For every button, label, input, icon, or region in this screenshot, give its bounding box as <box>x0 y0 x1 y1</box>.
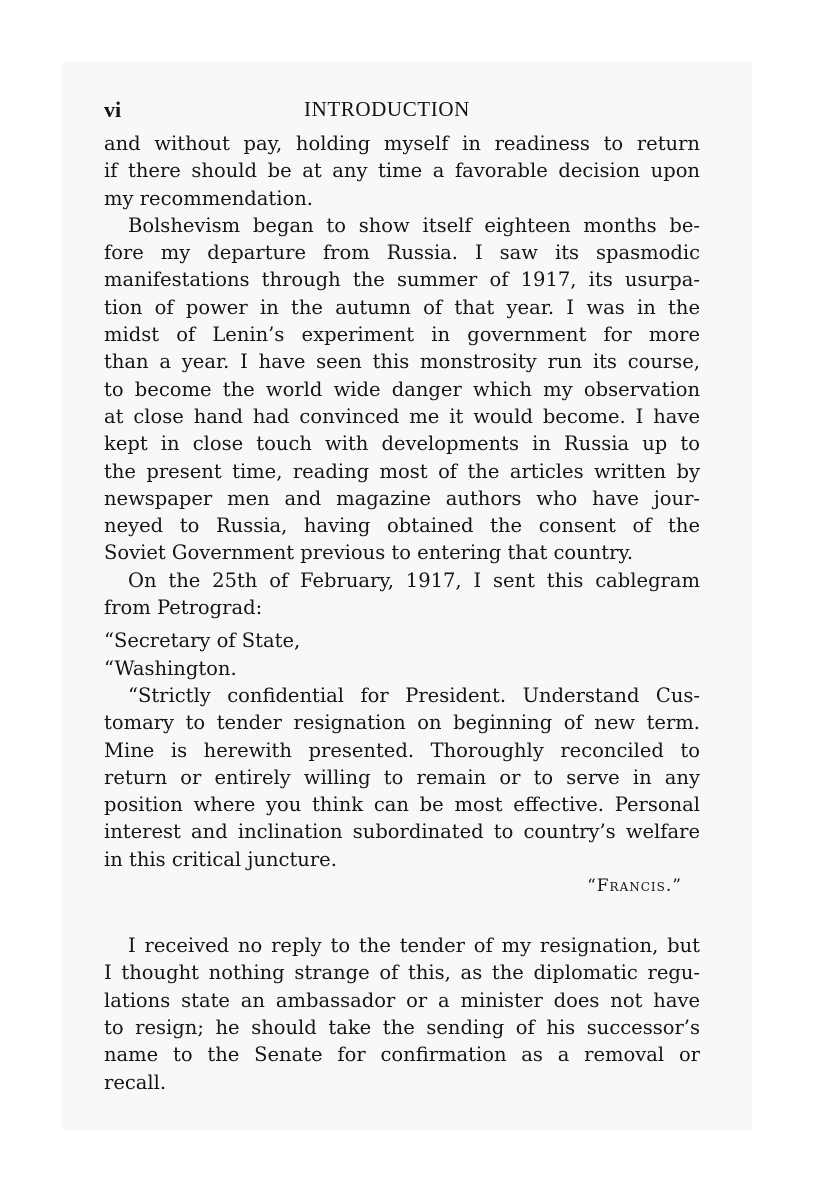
text-line: kept in close touch with developments in Russia up to <box>104 432 700 456</box>
text-line: fore my departure from Russia. I saw its spasmodic <box>104 241 700 265</box>
text-line: interest and inclination subordinated to country’s welfare <box>104 820 700 844</box>
text-line: position where you think can be most effective. Personal <box>104 793 700 817</box>
text-line: tion of power in the autumn of that year. I was in the <box>104 295 700 319</box>
text-line: than a year. I have seen this monstrosity run its course, <box>104 350 700 374</box>
text-line: manifestations through the summer of 1917, its usurpa- <box>104 268 700 292</box>
text-line: I thought nothing strange of this, as the diplomatic regu- <box>104 961 700 985</box>
text-line: neyed to Russia, having obtained the consent of the <box>104 514 700 538</box>
page-number: vi <box>104 97 122 122</box>
cable-address <box>104 627 700 682</box>
text-line: recall. <box>104 1070 167 1094</box>
text-line: to resign; he should take the sending of his successor’s <box>104 1015 700 1039</box>
text-line: On the 25th of February, 1917, I sent this cablegram <box>128 568 700 592</box>
text-line: “Washington. <box>104 656 237 680</box>
text-line: midst of Lenin’s experiment in government for more <box>104 323 700 347</box>
text-line: from Petrograd: <box>104 596 263 620</box>
text-line: in this critical juncture. <box>104 847 337 871</box>
paragraph-4 <box>104 932 700 1096</box>
paragraph-3 <box>104 567 700 622</box>
text-line: if there should be at any time a favorable decision upon <box>104 159 700 183</box>
text-line: “Secretary of State, <box>104 629 301 653</box>
running-title: INTRODUCTION <box>304 97 470 121</box>
text-line: Bolshevism began to show itself eighteen months be- <box>128 213 700 237</box>
text-line: the present time, reading most of the articles written by <box>104 459 700 483</box>
text-line: return or entirely willing to remain or to serve in any <box>104 765 700 789</box>
text-line: tomary to tender resignation on beginning of new term. <box>104 711 700 735</box>
text-line: at close hand had convinced me it would become. I have <box>104 404 700 428</box>
page-header <box>104 94 700 124</box>
paragraph-2 <box>104 212 700 567</box>
text-line: Soviet Government previous to entering that country. <box>104 541 634 565</box>
spacer <box>104 900 700 932</box>
text-line: name to the Senate for confirmation as a removal or <box>104 1043 700 1067</box>
text-line: “Strictly confidential for President. Understand Cus- <box>128 683 700 707</box>
text-line: I received no reply to the tender of my resignation, but <box>128 934 700 958</box>
text-line: Mine is herewith presented. Thoroughly reconciled to <box>104 738 700 762</box>
text-line: newspaper men and magazine authors who have jour- <box>104 486 700 510</box>
text-line: lations state an ambassador or a minister does not have <box>104 988 700 1012</box>
cable-message <box>104 682 700 873</box>
text-line: my recommendation. <box>104 186 313 210</box>
cable-signature: “Francis.” <box>587 876 682 897</box>
book-page <box>104 94 700 1096</box>
text-line: to become the world wide danger which my observation <box>104 377 700 401</box>
text-line: and without pay, holding myself in readiness to return <box>104 132 700 155</box>
paragraph-1 <box>104 130 700 212</box>
